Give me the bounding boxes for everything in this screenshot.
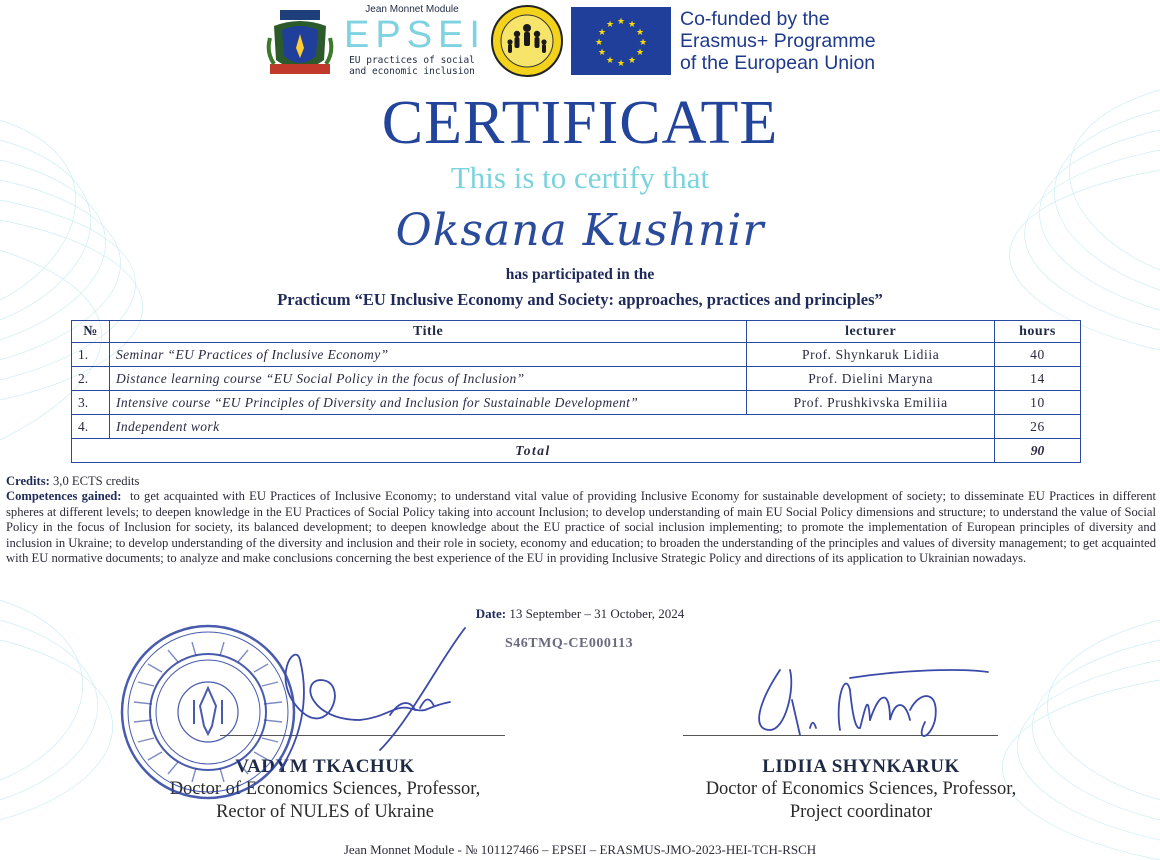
date-line <box>0 606 1160 622</box>
footer-reference: Jean Monnet Module - № 101127466 – EPSEI – ERASMUS-JMO-2023-HEI-TCH-RSCH <box>343 842 817 857</box>
competences-paragraph <box>6 489 1156 566</box>
eu-cofunded-text <box>680 8 910 74</box>
signer-role: Doctor of Economics Sciences, Professor, <box>169 779 481 799</box>
row-title: Intensive course “EU Principles of Diversity and Inclusion for Sustainable Development” <box>109 391 746 415</box>
row-title: Independent work <box>109 415 994 439</box>
svg-text:★: ★ <box>616 17 626 27</box>
credits-value: 3,0 ECTS credits <box>53 474 140 488</box>
svg-text:★: ★ <box>594 38 604 48</box>
svg-text:★: ★ <box>597 48 607 58</box>
epsei-top-label: Jean Monnet Module <box>365 4 459 15</box>
header-logos <box>0 0 1160 84</box>
table-row <box>72 415 1081 439</box>
rector-signature <box>240 620 490 780</box>
row-hours: 14 <box>995 367 1081 391</box>
row-number: 2. <box>72 367 110 391</box>
eu-text-line-2: Erasmus+ Programme <box>680 30 876 52</box>
table-row <box>72 343 1081 367</box>
signer-role: Rector of NULES of Ukraine <box>216 802 434 822</box>
signer-name: VADYM TKACHUK <box>235 756 415 777</box>
inclusion-circle-logo <box>490 4 564 78</box>
row-number: 3. <box>72 391 110 415</box>
certify-statement: This is to certify that <box>450 160 710 195</box>
epsei-logo <box>344 4 486 82</box>
svg-text:★: ★ <box>635 48 645 58</box>
total-label: Total <box>72 439 995 463</box>
total-value: 90 <box>995 439 1081 463</box>
signer-coordinator <box>676 756 1046 824</box>
row-hours: 40 <box>995 343 1081 367</box>
header-title: Title <box>109 321 746 343</box>
signer-role: Doctor of Economics Sciences, Professor, <box>705 779 1017 799</box>
header-lecturer: lecturer <box>747 321 995 343</box>
signer-role: Project coordinator <box>789 802 933 822</box>
table-row <box>72 391 1081 415</box>
svg-text:★: ★ <box>605 56 615 66</box>
eu-text-line-3: of the European Union <box>680 52 876 74</box>
competences-label: Competences gained: <box>6 489 122 504</box>
header-hours: hours <box>995 321 1081 343</box>
svg-text:★: ★ <box>597 28 607 38</box>
table-header-row <box>72 321 1081 343</box>
details-block <box>6 474 1156 566</box>
signer-name: LIDIIA SHYNKARUK <box>762 756 960 777</box>
row-title: Seminar “EU Practices of Inclusive Economy” <box>109 343 746 367</box>
epsei-subtitle-1: EU practices of social <box>349 55 475 66</box>
row-number: 4. <box>72 415 110 439</box>
epsei-subtitle-2: and economic inclusion <box>349 66 475 77</box>
course-table <box>71 320 1081 463</box>
credits-label: Credits: <box>6 474 50 488</box>
competences-text: to get acquainted with EU Practices of Inclusive Economy; to understand vital value of providing Inclusive Economy for sustainable development of society; to disseminate EU Practices in different spheres at different levels; to deepen knowledge in the EU Practices of Social Policy taking into account Inclusion; to develop understanding of main EU Social Policy dimensions and structure; to understand the value of Social Policy in the focus of Inclusion for society, its balanced development; to deepen knowledge about the EU practice of social inclusion implementing; to promote the implementation of European principles of diversity and inclusion in Ukraine; to develop understanding of the diversity and inclusion and their role in society, economy and education; to broaden the understanding of the principles and values of diversity management; to get acquainted with EU normative documents; to analyze and make conclusions concerning the best experience of the EU in providing Inclusive Strategic Policy and directions of its application to Ukrainian nowadays. <box>6 489 1156 566</box>
svg-text:★: ★ <box>638 38 648 48</box>
practicum-title: Practicum “EU Inclusive Economy and Society: approaches, practices and principles” <box>277 290 883 309</box>
row-lecturer: Prof. Dielini Maryna <box>747 367 995 391</box>
row-lecturer: Prof. Shynkaruk Lidiia <box>747 343 995 367</box>
recipient-name: Oksana Kushnir <box>395 205 765 256</box>
table-row <box>72 367 1081 391</box>
coordinator-signature <box>740 650 990 750</box>
date-label: Date: <box>475 606 507 621</box>
row-hours: 26 <box>995 415 1081 439</box>
credits-line <box>6 474 1156 489</box>
certificate-code: S46TMQ-CE000113 <box>505 636 634 651</box>
row-lecturer: Prof. Prushkivska Emiliia <box>747 391 995 415</box>
row-number: 1. <box>72 343 110 367</box>
svg-text:★: ★ <box>635 28 645 38</box>
nules-university-logo <box>266 8 334 80</box>
eu-flag-icon <box>571 7 671 75</box>
table-total-row <box>72 439 1081 463</box>
date-value: 13 September – 31 October, 2024 <box>509 606 685 621</box>
header-number: № <box>72 321 110 343</box>
row-title: Distance learning course “EU Social Policy in the focus of Inclusion” <box>109 367 746 391</box>
svg-text:★: ★ <box>627 56 637 66</box>
epsei-wordmark: EPSEI <box>344 14 486 56</box>
certificate-title: CERTIFICATE <box>381 89 779 157</box>
svg-text:★: ★ <box>627 20 637 30</box>
svg-text:★: ★ <box>616 59 626 69</box>
eu-text-line-1: Co-funded by the <box>680 8 830 30</box>
svg-text:★: ★ <box>605 20 615 30</box>
row-hours: 10 <box>995 391 1081 415</box>
participated-statement: has participated in the <box>505 266 655 283</box>
